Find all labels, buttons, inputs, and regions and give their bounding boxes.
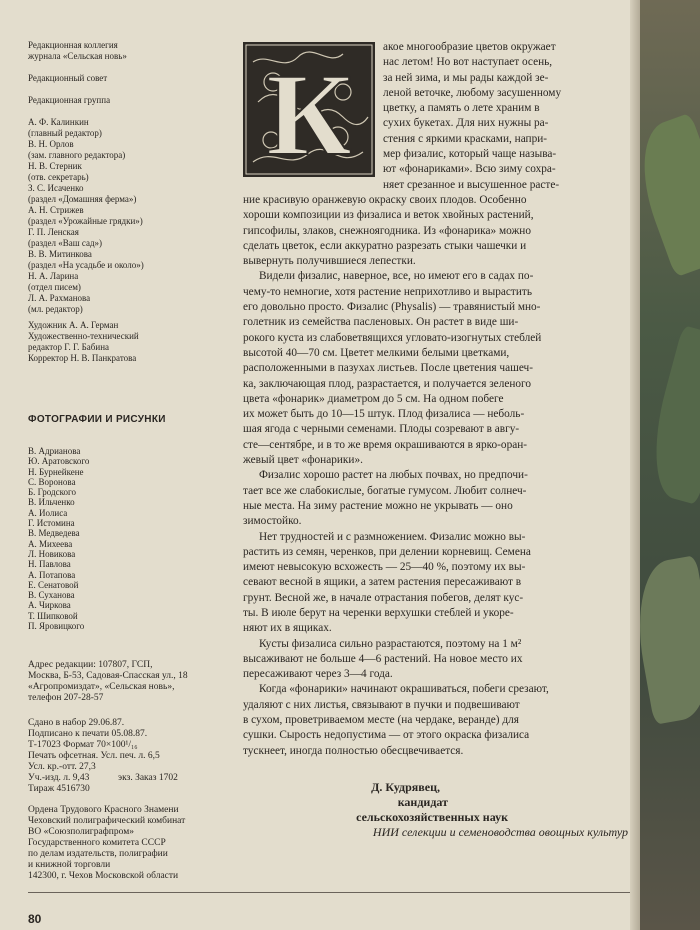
- photographer-name: Т. Шипковой: [28, 610, 78, 621]
- print-info-line: Подписано к печати 05.08.87.: [28, 729, 148, 739]
- photographer-name: П. Яровицкого: [28, 621, 85, 632]
- article-line: леной веточке, любому засушенному: [383, 86, 562, 99]
- article-line: имеют невысокую всхожесть — 25—40 %, поэтому их вы-: [243, 561, 526, 574]
- printer-line: Чеховский полиграфический комбинат: [28, 816, 186, 826]
- article-line: Нет трудностей и с размножением. Физалис можно вы-: [259, 530, 526, 543]
- print-info-line: Уч.-изд. л. 9,43: [28, 773, 90, 783]
- article-line: расположенными в пазухах листьев. После цветения чашеч-: [243, 362, 533, 375]
- board-line: (раздел «На усадьбе и около»): [28, 260, 144, 270]
- address-line: Адрес редакции: 107807, ГСП,: [28, 660, 153, 670]
- board-line: Л. А. Рахманова: [28, 293, 91, 303]
- article-line: пересаживают через 3—4 года.: [243, 668, 393, 681]
- board-line: [28, 84, 233, 95]
- photographer-name: Е. Сенатовой: [28, 579, 79, 590]
- board-line: З. С. Исаченко: [28, 183, 84, 193]
- staff-line: Корректор Н. В. Панкратова: [28, 353, 137, 363]
- article-line: вывернуть получившиеся лепестки.: [243, 255, 416, 268]
- article-line: мер физалис, который чаще называ-: [383, 148, 557, 161]
- staff-line: Художник А. А. Герман: [28, 320, 119, 330]
- printer-line: ВО «Союзполиграфпром»: [28, 827, 134, 837]
- board-line: А. Н. Стрижев: [28, 205, 84, 215]
- print-info-line: Печать офсетная. Усл. печ. л. 6,5: [28, 751, 160, 761]
- printer-info: [28, 805, 243, 882]
- board-line: (зам. главного редактора): [28, 150, 126, 160]
- article-line: ют «фонариками». Всю зиму сохра-: [383, 163, 556, 176]
- print-info-line: Сдано в набор 29.06.87.: [28, 718, 125, 728]
- board-line: (раздел «Домашняя ферма»): [28, 194, 137, 204]
- article-body: [243, 40, 628, 759]
- leaf-shape: [640, 555, 700, 725]
- article-line: Когда «фонарики» начинают окрашиваться, побеги срезают,: [259, 683, 549, 696]
- printer-line: Государственного комитета СССР: [28, 838, 166, 848]
- staff-line: редактор Г. Г. Бабина: [28, 342, 110, 352]
- board-line: В. Н. Орлов: [28, 139, 74, 149]
- article-line: шая ягода с черными семенами. Плоды созревают в авгу-: [243, 423, 520, 436]
- article-line: высотой 40—70 см. Цветет мелкими белыми цветками,: [243, 346, 510, 359]
- photographer-name: А. Иолиса: [28, 507, 68, 518]
- article-line: нас летом! Но вот наступает осень,: [383, 56, 553, 69]
- staff-credits: [28, 320, 233, 364]
- board-line: А. Ф. Калинкин: [28, 117, 89, 127]
- board-line: (раздел «Урожайные грядки»): [28, 216, 143, 226]
- article-line: ные места. На зиму растение можно не укрывать — оно: [243, 499, 513, 512]
- board-line: В. В. Митинкова: [28, 249, 92, 259]
- photographer-name: В. Суханова: [28, 590, 75, 601]
- article-line: в сухом, проветриваемом месте (на чердаке, веранде) для: [243, 714, 519, 727]
- article-line: Кусты физалиса сильно разрастаются, поэтому на 1 м²: [259, 637, 522, 650]
- author-signature: [243, 780, 628, 840]
- board-line: (отв. секретарь): [28, 172, 89, 182]
- address-line: телефон 207-28-57: [28, 693, 104, 703]
- print-info: [28, 718, 243, 795]
- photographer-name: Б. Гродского: [28, 487, 77, 498]
- article-line: зимостойко.: [243, 515, 302, 528]
- photographer-name: Ю. Аратовского: [28, 456, 90, 467]
- board-line: Н. А. Ларина: [28, 271, 79, 281]
- editorial-address: [28, 660, 238, 704]
- board-line: (раздел «Ваш сад»): [28, 238, 103, 248]
- photographer-name: А. Потапова: [28, 569, 76, 580]
- address-line: «Агропромиздат», «Сельская новь»,: [28, 682, 175, 692]
- article-line: тает все же слабокислые, богатые гумусом. Любит солнеч-: [243, 484, 527, 497]
- article-line: его довольно просто. Физалис (Physalis) — травянистый мно-: [243, 301, 541, 314]
- printer-line: 142300, г. Чехов Московской области: [28, 871, 179, 881]
- photographer-name: Г. Истомина: [28, 518, 75, 529]
- board-line: журнала «Сельская новь»: [28, 51, 127, 61]
- board-line: (главный редактор): [28, 128, 102, 138]
- article-line: сте—сентябре, и в то же время окрашиваются в ярко-оран-: [243, 438, 528, 451]
- author-institution: НИИ селекции и семеноводства овощных культур: [372, 825, 628, 839]
- order-number: экз. Заказ 1702: [118, 773, 178, 783]
- leaf-shape: [640, 325, 700, 505]
- article-line: няет срезанное и высушенное расте-: [383, 178, 560, 191]
- article-line: рокого куста из слабоветвящихся угловато-изогнутых стеблей: [243, 331, 542, 344]
- article-line: за ней зима, и мы рады каждой зе-: [383, 71, 549, 84]
- board-line: (отдел писем): [28, 282, 81, 292]
- photographer-name: В. Адрианова: [28, 446, 81, 456]
- article-line: гипсофилы, злаков, снежноягодника. Из «фонарика» можно: [243, 224, 531, 237]
- article-line: чему-то немногие, хотя растение неприхотливо и вырастить: [243, 285, 532, 298]
- article-line: няют их в ящиках.: [243, 622, 332, 635]
- article-line: голетник из семейства пасленовых. Он растет в виде ши-: [243, 316, 519, 329]
- board-line: Редакционная коллегия: [28, 40, 118, 50]
- article-line: растить из семян, черенков, при делении корневищ. Семена: [243, 545, 531, 558]
- printer-line: по делам издательств, полиграфии: [28, 849, 168, 859]
- board-line: (мл. редактор): [28, 304, 83, 314]
- author-degree: кандидат: [397, 795, 448, 809]
- author-name: Д. Кудрявец,: [371, 780, 440, 794]
- address-line: Москва, Б-53, Садовая-Спасская ул., 18: [28, 671, 188, 681]
- article-line: ка, заключающая плод, разрастается, и получается зеленого: [243, 377, 532, 390]
- article-line: стения с яркими красками, напри-: [383, 132, 548, 145]
- board-line: [28, 62, 233, 73]
- print-info-line: Тираж 4516730: [28, 784, 90, 794]
- article-line: Физалис хорошо растет на любых почвах, но предпочи-: [259, 469, 528, 482]
- article-line: высаживают не больше 4—6 растений. На новое место их: [243, 652, 523, 665]
- next-page-edge: [640, 0, 700, 930]
- drop-cap-letter: К: [266, 49, 352, 177]
- article-line: севают весной в ящики, а затем растения пересаживают в: [243, 576, 522, 589]
- article-line: хороши композиции из физалиса и веток хвойных растений,: [243, 209, 534, 222]
- article-line: цвета «фонарик» диаметром до 5 см. На одном побеге: [243, 392, 504, 405]
- printer-line: Ордена Трудового Красного Знамени: [28, 805, 179, 815]
- article-line: удаляют с них листья, связывают в пучки и подвешивают: [243, 698, 520, 711]
- article-line: сухих букетах. Для них нужны ра-: [383, 117, 549, 130]
- staff-line: Художественно-технический: [28, 331, 139, 341]
- print-info-line: Т-17023 Формат 70×100¹/₁₆: [28, 740, 138, 750]
- board-line: Н. В. Стерник: [28, 161, 82, 171]
- article-line: тускнеет, иногда полностью обесцвечивается.: [243, 744, 464, 757]
- editorial-board: [28, 40, 233, 315]
- article-line: акое многообразие цветов окружает: [383, 41, 556, 53]
- board-line: [28, 106, 233, 117]
- board-line: Редакционная группа: [28, 95, 111, 105]
- photographer-name: С. Вороновa: [28, 476, 76, 487]
- photographer-name: Н. Бурнейкене: [28, 466, 84, 477]
- photographer-name: В. Медведева: [28, 528, 80, 539]
- article-line: сушки. Сырость недопустима — от этого окраска физалиса: [243, 729, 530, 742]
- article-line: ние красивую оранжевую окраску своих плодов. Особенно: [243, 193, 527, 206]
- photos-credits: [28, 446, 178, 631]
- print-info-line: Усл. кр.-отт. 27,3: [28, 762, 96, 772]
- board-line: Редакционный совет: [28, 73, 108, 83]
- article-line: ты. В июле берут на черенки верхушки стеблей и укоре-: [243, 606, 514, 619]
- board-line: Г. П. Ленская: [28, 227, 79, 237]
- author-field: сельскохозяйственных наук: [356, 810, 508, 824]
- article-line: цветку, а память о лете храним в: [383, 102, 540, 115]
- photos-title: ФОТОГРАФИИ И РИСУНКИ: [28, 414, 166, 425]
- article-line: их может быть до 10—15 штук. Плод физалиса — неболь-: [243, 408, 525, 421]
- printer-line: и книжной торговли: [28, 860, 111, 870]
- article-line: сделать цветок, если аккуратно разрезать стыки чашечки и: [243, 239, 527, 252]
- article-line: Видели физалис, наверное, все, но имеют его в садах по-: [259, 270, 534, 283]
- photographer-name: А. Чиркова: [28, 600, 71, 611]
- photographer-name: А. Михеева: [28, 538, 73, 549]
- footer-divider: [28, 892, 633, 893]
- article-line: жевый цвет «фонарики».: [243, 454, 363, 467]
- photographer-name: Л. Новикова: [28, 548, 76, 559]
- article-line: грунт. Весной же, в начале отрастания побегов, делят кус-: [243, 591, 524, 604]
- leaf-shape: [640, 113, 700, 278]
- page-number: 80: [28, 912, 42, 926]
- photographer-name: В. Ильченко: [28, 497, 75, 508]
- photographer-name: Н. Павлова: [28, 559, 71, 570]
